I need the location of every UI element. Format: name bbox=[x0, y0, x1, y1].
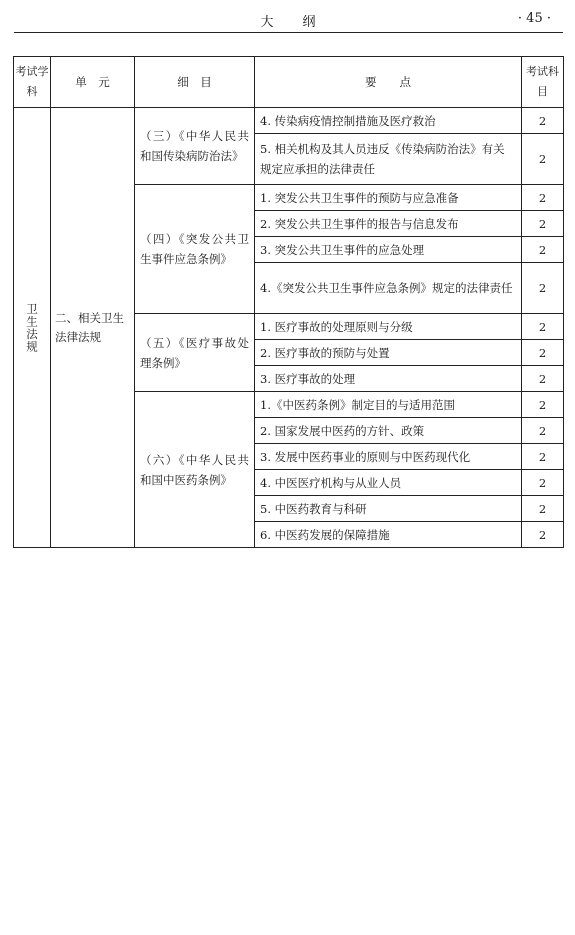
score-cell: 2 bbox=[522, 211, 564, 237]
header-credit: 考试科目 bbox=[522, 57, 564, 108]
score-cell: 2 bbox=[522, 444, 564, 470]
score-cell: 2 bbox=[522, 392, 564, 418]
subject-cell: 卫生法规 bbox=[14, 108, 51, 548]
table-row bbox=[14, 108, 564, 134]
point-cell: 3. 发展中医药事业的原则与中医药现代化 bbox=[255, 444, 522, 470]
score-cell: 2 bbox=[522, 314, 564, 340]
point-cell: 4. 传染病疫情控制措施及医疗救治 bbox=[255, 108, 522, 134]
point-cell: 2. 突发公共卫生事件的报告与信息发布 bbox=[255, 211, 522, 237]
point-cell: 6. 中医药发展的保障措施 bbox=[255, 522, 522, 548]
score-cell: 2 bbox=[522, 185, 564, 211]
point-cell: 5. 相关机构及其人员违反《传染病防治法》有关规定应承担的法律责任 bbox=[255, 134, 522, 185]
detail-cell: （四）《突发公共卫生事件应急条例》 bbox=[135, 185, 255, 314]
score-cell: 2 bbox=[522, 522, 564, 548]
header-unit: 单 元 bbox=[51, 57, 135, 108]
point-cell: 1. 突发公共卫生事件的预防与应急准备 bbox=[255, 185, 522, 211]
table-header-row bbox=[14, 57, 564, 108]
unit-cell: 二、相关卫生法律法规 bbox=[51, 108, 135, 548]
syllabus-table bbox=[13, 56, 564, 548]
header-subject: 考试学科 bbox=[14, 57, 51, 108]
score-cell: 2 bbox=[522, 108, 564, 134]
point-cell: 2. 国家发展中医药的方针、政策 bbox=[255, 418, 522, 444]
detail-cell: （三）《中华人民共和国传染病防治法》 bbox=[135, 108, 255, 185]
point-cell: 1.《中医药条例》制定目的与适用范围 bbox=[255, 392, 522, 418]
point-cell: 1. 医疗事故的处理原则与分级 bbox=[255, 314, 522, 340]
score-cell: 2 bbox=[522, 134, 564, 185]
point-cell: 2. 医疗事故的预防与处置 bbox=[255, 340, 522, 366]
point-cell: 5. 中医药教育与科研 bbox=[255, 496, 522, 522]
score-cell: 2 bbox=[522, 237, 564, 263]
header-detail: 细 目 bbox=[135, 57, 255, 108]
score-cell: 2 bbox=[522, 366, 564, 392]
score-cell: 2 bbox=[522, 418, 564, 444]
point-cell: 4.《突发公共卫生事件应急条例》规定的法律责任 bbox=[255, 263, 522, 314]
detail-cell: （五）《医疗事故处理条例》 bbox=[135, 314, 255, 392]
page-number: · 45 · bbox=[517, 11, 551, 26]
score-cell: 2 bbox=[522, 263, 564, 314]
point-cell: 4. 中医医疗机构与从业人员 bbox=[255, 470, 522, 496]
point-cell: 3. 突发公共卫生事件的应急处理 bbox=[255, 237, 522, 263]
point-cell: 3. 医疗事故的处理 bbox=[255, 366, 522, 392]
score-cell: 2 bbox=[522, 470, 564, 496]
detail-cell: （六）《中华人民共和国中医药条例》 bbox=[135, 392, 255, 548]
score-cell: 2 bbox=[522, 340, 564, 366]
page-title: 大 纲 bbox=[260, 15, 317, 30]
page-header bbox=[14, 8, 563, 33]
score-cell: 2 bbox=[522, 496, 564, 522]
header-points: 要 点 bbox=[255, 57, 522, 108]
